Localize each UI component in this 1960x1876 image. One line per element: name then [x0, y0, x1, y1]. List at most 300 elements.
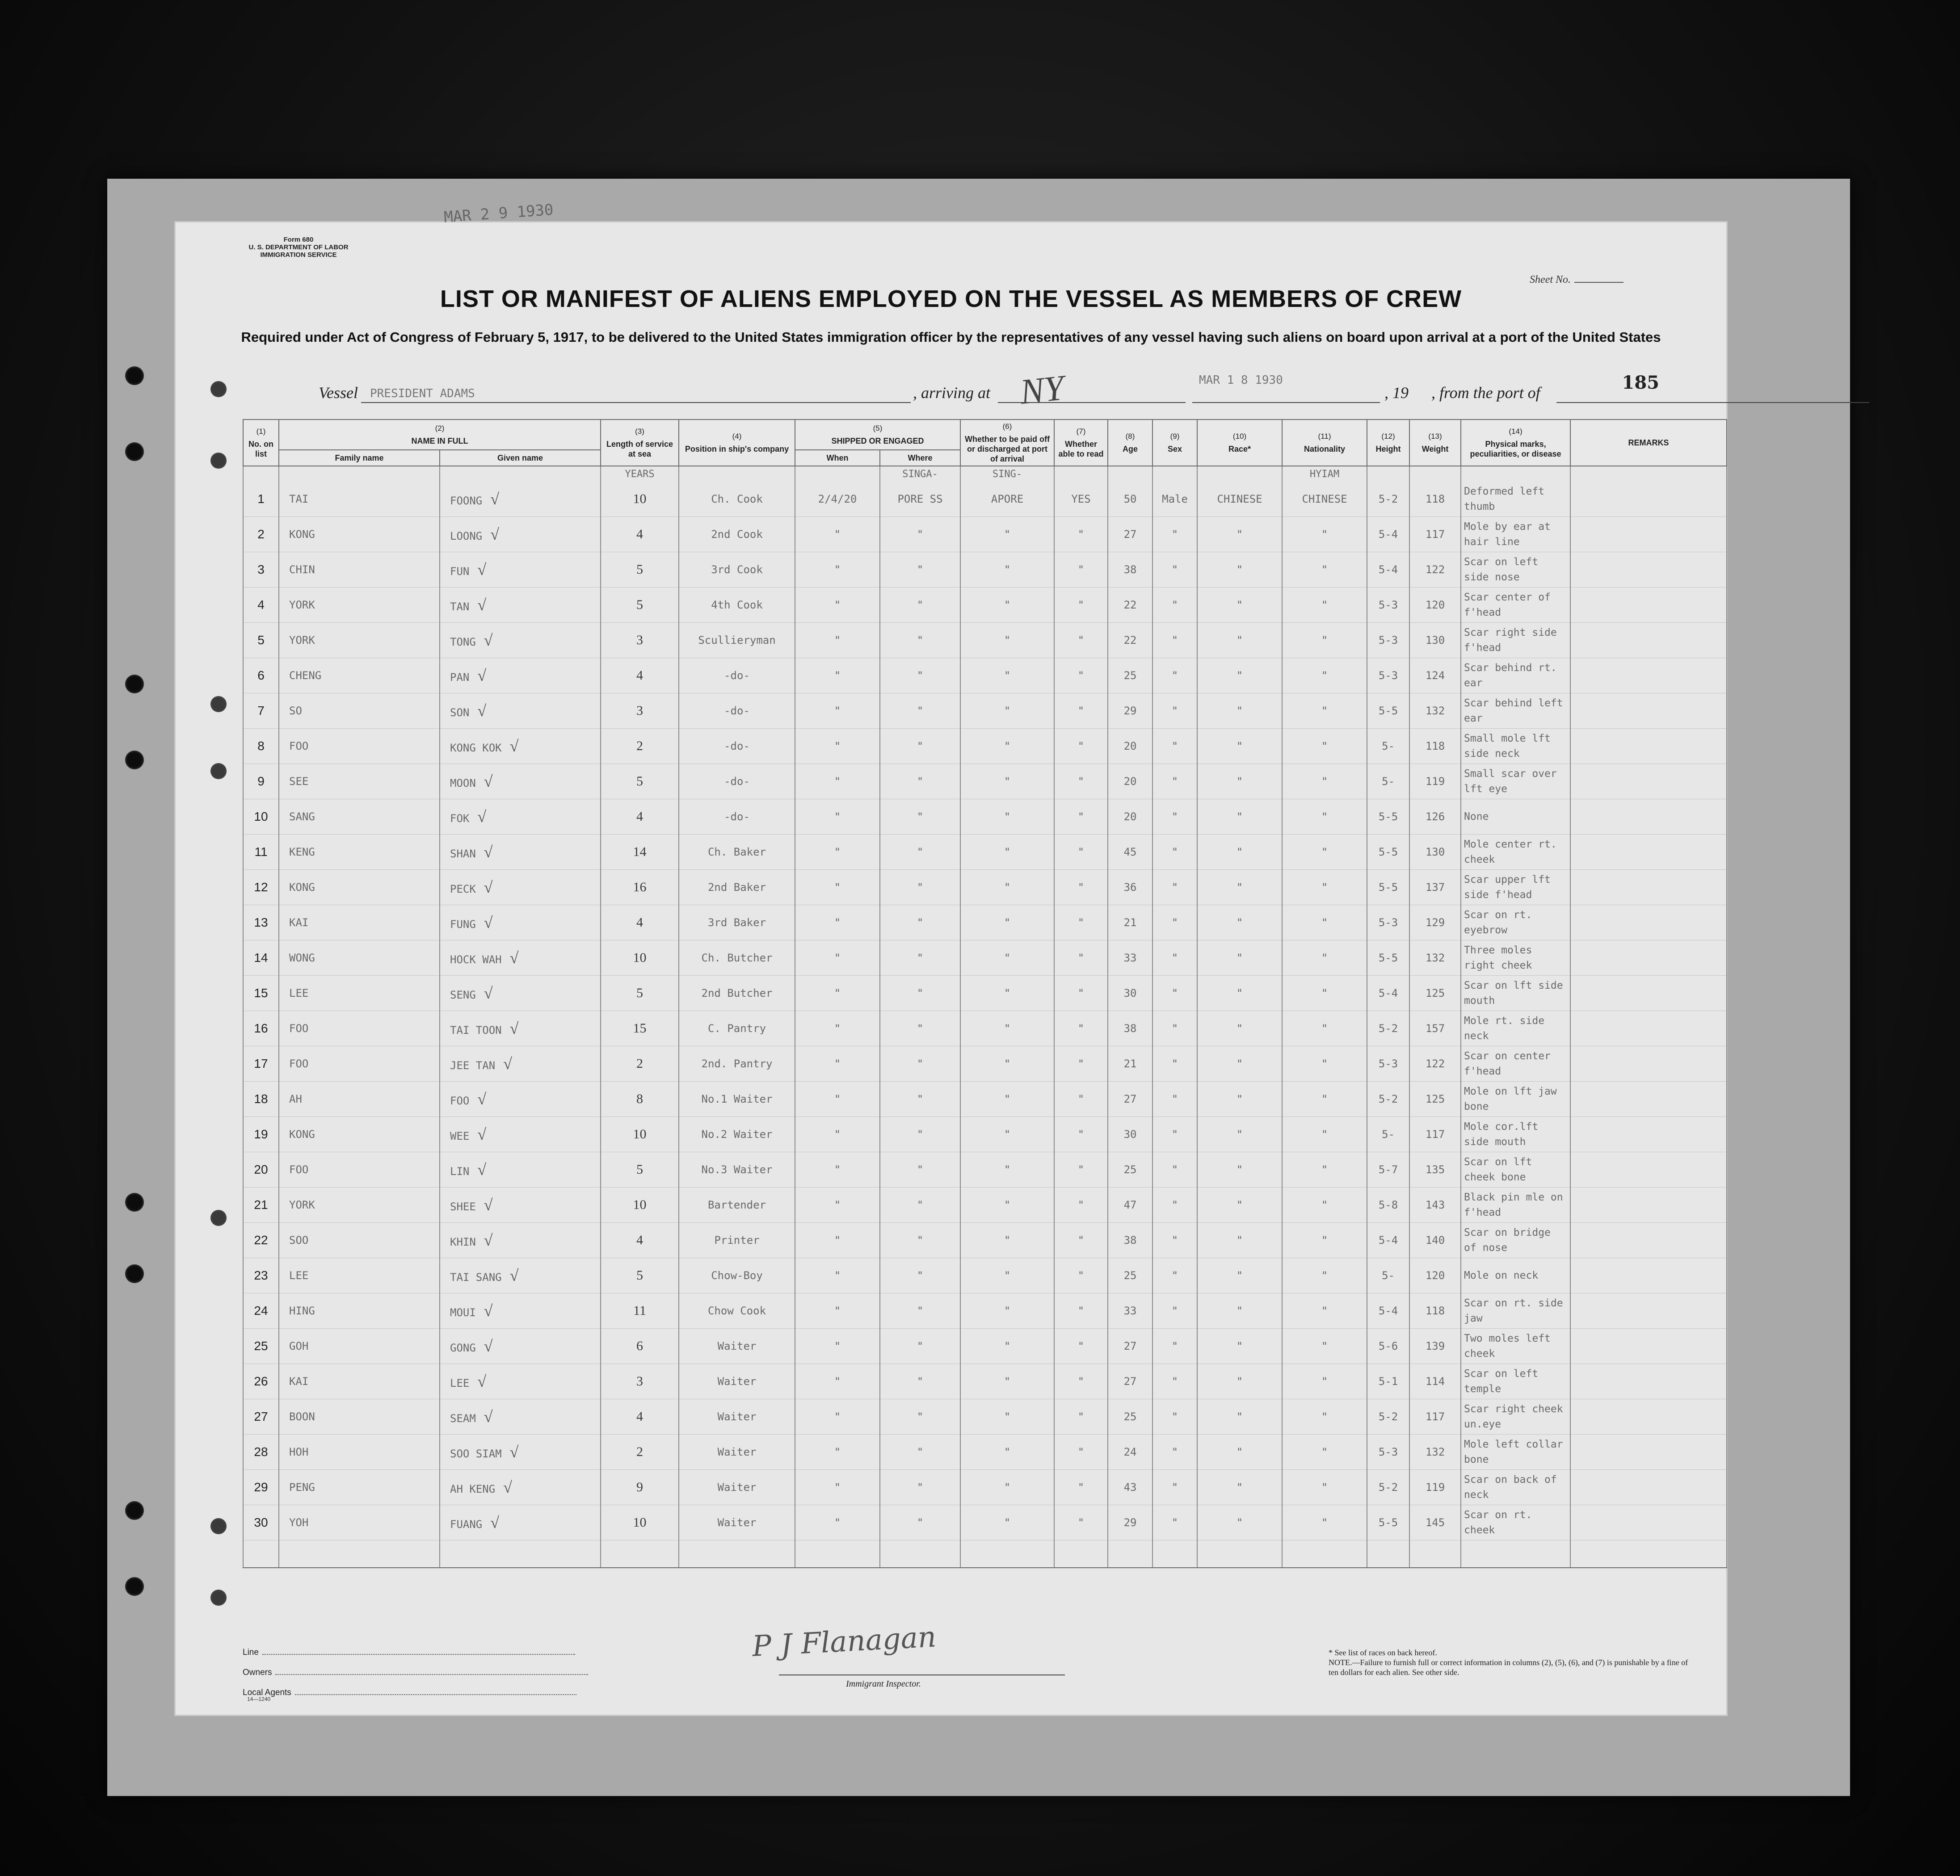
crew-table-body: [243, 466, 1727, 1568]
cell-sex: [1152, 1117, 1197, 1152]
cell-nationality: [1282, 693, 1367, 729]
service-years-text: 5: [636, 562, 644, 577]
cell-race: [1197, 976, 1282, 1011]
sex-text: ": [1171, 1516, 1178, 1529]
given-name-text: LIN: [450, 1165, 470, 1178]
cell-given-name: [440, 1117, 601, 1152]
cell-age: [1108, 1258, 1152, 1293]
paid-off-text: ": [1004, 1481, 1011, 1494]
cell-remarks: [1570, 1293, 1727, 1329]
cell-weight: [1409, 1258, 1461, 1293]
cell-sex: [1152, 1152, 1197, 1188]
cell-row-number: [243, 693, 279, 729]
cell-family-name: [279, 623, 440, 658]
cell-physical-marks: [1461, 552, 1570, 588]
family-name-text: SEE: [289, 775, 309, 788]
cell-physical-marks: [1461, 1470, 1570, 1505]
cell-sex: [1152, 835, 1197, 870]
height-text: 5-: [1382, 1128, 1395, 1141]
cell-shipped-when: [795, 552, 880, 588]
cell-physical-marks: [1461, 482, 1570, 517]
cell-weight: [1409, 835, 1461, 870]
cell-able-to-read: [1054, 976, 1108, 1011]
cell-sex: [1152, 729, 1197, 764]
given-name-text: JEE TAN: [450, 1059, 496, 1072]
sex-text: ": [1171, 810, 1178, 823]
position-text: 2nd Cook: [711, 528, 763, 541]
cell-weight: [1409, 1399, 1461, 1435]
service-years-text: 10: [633, 491, 647, 506]
cell-nationality: [1282, 940, 1367, 976]
cell-shipped-where: [880, 482, 960, 517]
height-text: 5-5: [1378, 1516, 1398, 1529]
agents-code: 14—1240: [247, 1696, 271, 1702]
height-text: 5-7: [1378, 1163, 1398, 1176]
cell-row-number: [243, 870, 279, 905]
family-name-text: YORK: [289, 1199, 315, 1211]
position-text: Waiter: [717, 1410, 757, 1423]
table-row: [243, 1293, 1727, 1329]
cell-paid-off: [960, 1082, 1054, 1117]
table-row: [243, 1046, 1727, 1082]
cell-age: [1108, 1188, 1152, 1223]
cell-age: [1108, 1399, 1152, 1435]
service-years-text: 10: [633, 950, 647, 965]
cell-given-name: [440, 764, 601, 799]
cell-physical-marks: [1461, 1152, 1570, 1188]
nationality-text: ": [1321, 881, 1328, 894]
cell-race: [1197, 729, 1282, 764]
cell-given-name: [440, 1293, 601, 1329]
nationality-text: ": [1321, 810, 1328, 823]
cell-position: [679, 1258, 795, 1293]
binder-hole: [125, 1193, 144, 1212]
position-text: Ch. Butcher: [701, 952, 773, 964]
cell-shipped-when: [795, 1152, 880, 1188]
cell-age: [1108, 870, 1152, 905]
position-text: Waiter: [717, 1481, 757, 1494]
sex-text: ": [1171, 528, 1178, 541]
cell-race: [1197, 1082, 1282, 1117]
table-row: [243, 1505, 1727, 1540]
cell-nationality: [1282, 1223, 1367, 1258]
weight-text: 139: [1425, 1340, 1445, 1352]
weight-text: 118: [1425, 1305, 1445, 1317]
cell-height: [1367, 764, 1409, 799]
weight-text: 157: [1425, 1022, 1445, 1035]
cell-nationality: [1282, 764, 1367, 799]
row-number-text: 17: [254, 1057, 268, 1070]
table-row: [243, 693, 1727, 729]
family-name-text: HING: [289, 1305, 315, 1317]
cell-shipped-when: [795, 905, 880, 940]
cell-service-years: [601, 623, 679, 658]
cell-height: [1367, 729, 1409, 764]
cell-height: [1367, 976, 1409, 1011]
given-name-text: SENG: [450, 989, 476, 1001]
cell-able-to-read: [1054, 1258, 1108, 1293]
cell-age: [1108, 1505, 1152, 1540]
cell-sex: [1152, 1329, 1197, 1364]
nationality-text: ": [1321, 916, 1328, 929]
nationality-text: ": [1321, 1234, 1328, 1246]
weight-text: 140: [1425, 1234, 1445, 1246]
service-years-text: 5: [636, 597, 644, 612]
cell-shipped-where: [880, 1435, 960, 1470]
cell-remarks: [1570, 1011, 1727, 1046]
cell-shipped-when: [795, 1117, 880, 1152]
family-name-text: YORK: [289, 599, 315, 611]
cell-paid-off: [960, 693, 1054, 729]
cell-height: [1367, 1364, 1409, 1399]
cell-nationality: [1282, 905, 1367, 940]
row-number-text: 9: [257, 774, 265, 788]
cell-remarks: [1570, 1188, 1727, 1223]
shipped-when-text: ": [834, 634, 841, 646]
cell-race: [1197, 799, 1282, 835]
cell-family-name: [279, 1046, 440, 1082]
able-to-read-text: ": [1077, 1446, 1085, 1458]
sex-text: ": [1171, 1022, 1178, 1035]
family-name-text: CHENG: [289, 669, 322, 682]
cell-height: [1367, 693, 1409, 729]
age-text: 36: [1123, 881, 1137, 894]
given-name-text: GONG: [450, 1342, 476, 1354]
cell-nationality: [1282, 870, 1367, 905]
cell-race: [1197, 1505, 1282, 1540]
cell-shipped-where: [880, 1046, 960, 1082]
cell-nationality: [1282, 588, 1367, 623]
binder-hole: [125, 366, 144, 385]
position-text: Chow-Boy: [711, 1269, 763, 1282]
shipped-where-text: ": [917, 599, 924, 611]
cell-shipped-when: [795, 764, 880, 799]
cell-physical-marks: [1461, 729, 1570, 764]
shipped-when-text: ": [834, 740, 841, 752]
cell-race: [1197, 1470, 1282, 1505]
paid-off-text: ": [1004, 599, 1011, 611]
cell-shipped-where: [880, 764, 960, 799]
physical-marks-text: Mole cor.lft side mouth: [1464, 1121, 1539, 1148]
cell-service-years: [601, 1046, 679, 1082]
cell-physical-marks: [1461, 1399, 1570, 1435]
row-number-text: 1: [257, 492, 265, 506]
cell-height: [1367, 799, 1409, 835]
race-text: ": [1236, 1234, 1243, 1246]
cell-able-to-read: [1054, 517, 1108, 552]
blank-cell: [679, 1540, 795, 1568]
cell-paid-off: [960, 870, 1054, 905]
cell-shipped-when: [795, 623, 880, 658]
cell-age: [1108, 1082, 1152, 1117]
cell-remarks: [1570, 1152, 1727, 1188]
cell-weight: [1409, 1082, 1461, 1117]
age-text: 38: [1123, 1234, 1137, 1246]
cell-able-to-read: [1054, 1223, 1108, 1258]
agents-field: Local Agents: [243, 1688, 576, 1698]
cell-family-name: [279, 482, 440, 517]
nationality-text: ": [1321, 740, 1328, 752]
position-text: Waiter: [717, 1446, 757, 1458]
cell-able-to-read: [1054, 1011, 1108, 1046]
sex-text: ": [1171, 775, 1178, 788]
cell-position: [679, 870, 795, 905]
crew-table-wrap: [243, 419, 1699, 1568]
cell-given-name: [440, 1011, 601, 1046]
cell-row-number: [243, 1152, 279, 1188]
cell-age: [1108, 517, 1152, 552]
shipped-where-text: ": [917, 775, 924, 788]
cell-age: [1108, 764, 1152, 799]
cell-shipped-when: [795, 517, 880, 552]
cell-physical-marks: [1461, 1011, 1570, 1046]
able-to-read-text: ": [1077, 1128, 1085, 1141]
cell-remarks: [1570, 1117, 1727, 1152]
able-to-read-text: ": [1077, 1234, 1085, 1246]
height-text: 5-3: [1378, 669, 1398, 682]
cell-remarks: [1570, 1399, 1727, 1435]
document-title: LIST OR MANIFEST OF ALIENS EMPLOYED ON THE VESSEL AS MEMBERS OF CREW: [440, 285, 1462, 312]
nationality-text: ": [1321, 1481, 1328, 1494]
weight-text: 120: [1425, 1269, 1445, 1282]
cell-shipped-when: [795, 1046, 880, 1082]
weight-text: 118: [1425, 493, 1445, 505]
row-number-text: 26: [254, 1374, 268, 1388]
race-text: ": [1236, 916, 1243, 929]
col-service: (3) Length of service at sea: [601, 420, 679, 466]
form-footer: [243, 1620, 1699, 1706]
service-years-text: 5: [636, 774, 644, 789]
cell-physical-marks: [1461, 517, 1570, 552]
cell-shipped-where: [880, 1223, 960, 1258]
row-number-text: 27: [254, 1410, 268, 1423]
cell-remarks: [1570, 658, 1727, 693]
cell-service-years: [601, 693, 679, 729]
shipped-when-text: ": [834, 705, 841, 717]
given-name-text: WEE: [450, 1130, 470, 1142]
cell-sex: [1152, 1011, 1197, 1046]
paid-off-text: APORE: [991, 493, 1024, 505]
weight-text: 143: [1425, 1199, 1445, 1211]
shipped-when-text: ": [834, 1093, 841, 1105]
document-subtitle: Required under Act of Congress of February 5, 1917, to be delivered to the United States immigration officer by the representatives of any vessel having such aliens on board upon arrival at a port of the United States: [241, 329, 1661, 345]
age-text: 29: [1123, 1516, 1137, 1529]
cell-remarks: [1570, 693, 1727, 729]
units-nationality: HYIAM: [1282, 466, 1367, 482]
cell-paid-off: [960, 552, 1054, 588]
height-text: 5-2: [1378, 493, 1398, 505]
cell-position: [679, 835, 795, 870]
cell-given-name: [440, 1223, 601, 1258]
shipped-when-text: ": [834, 1305, 841, 1317]
age-text: 29: [1123, 705, 1137, 717]
height-text: 5-8: [1378, 1199, 1398, 1211]
cell-shipped-where: [880, 1364, 960, 1399]
race-text: ": [1236, 634, 1243, 646]
nationality-text: ": [1321, 775, 1328, 788]
cell-family-name: [279, 1082, 440, 1117]
cell-shipped-when: [795, 799, 880, 835]
nationality-text: ": [1321, 1199, 1328, 1211]
weight-text: 118: [1425, 740, 1445, 752]
cell-given-name: [440, 940, 601, 976]
cell-given-name: [440, 976, 601, 1011]
given-name-text: FUN: [450, 565, 470, 578]
cell-family-name: [279, 1435, 440, 1470]
cell-race: [1197, 1364, 1282, 1399]
cell-family-name: [279, 1117, 440, 1152]
cell-height: [1367, 1223, 1409, 1258]
able-to-read-text: ": [1077, 705, 1085, 717]
shipped-when-text: ": [834, 1269, 841, 1282]
cell-age: [1108, 1329, 1152, 1364]
cell-shipped-where: [880, 1117, 960, 1152]
cell-nationality: [1282, 729, 1367, 764]
height-text: 5-: [1382, 775, 1395, 788]
cell-race: [1197, 940, 1282, 976]
service-years-text: 3: [636, 1374, 644, 1389]
shipped-where-text: ": [917, 1410, 924, 1423]
shipped-where-text: ": [917, 1128, 924, 1141]
cell-family-name: [279, 1223, 440, 1258]
blank-cell: [795, 1540, 880, 1568]
cell-service-years: [601, 1435, 679, 1470]
shipped-where-text: ": [917, 1163, 924, 1176]
cell-position: [679, 729, 795, 764]
able-to-read-text: ": [1077, 528, 1085, 541]
shipped-when-text: ": [834, 563, 841, 576]
position-text: 2nd Baker: [707, 881, 766, 894]
form-number-block: [225, 236, 372, 259]
cell-given-name: [440, 729, 601, 764]
cell-weight: [1409, 1223, 1461, 1258]
cell-paid-off: [960, 1505, 1054, 1540]
cell-height: [1367, 905, 1409, 940]
table-row: [243, 623, 1727, 658]
cell-shipped-where: [880, 693, 960, 729]
cell-weight: [1409, 623, 1461, 658]
cell-weight: [1409, 552, 1461, 588]
shipped-where-text: ": [917, 1269, 924, 1282]
able-to-read-text: ": [1077, 1058, 1085, 1070]
family-name-text: FOO: [289, 1058, 309, 1070]
check-mark-icon: √: [477, 1125, 487, 1143]
age-text: 47: [1123, 1199, 1137, 1211]
service-years-text: 16: [633, 880, 647, 894]
shipped-where-text: ": [917, 1446, 924, 1458]
paid-off-text: ": [1004, 563, 1011, 576]
cell-service-years: [601, 1470, 679, 1505]
date-underline: [1192, 402, 1380, 403]
cell-row-number: [243, 1188, 279, 1223]
table-row: [243, 1152, 1727, 1188]
given-name-text: MOON: [450, 777, 476, 789]
age-text: 20: [1123, 740, 1137, 752]
weight-text: 117: [1425, 1410, 1445, 1423]
able-to-read-text: ": [1077, 740, 1085, 752]
received-stamp: MAR 2 9 1930: [443, 201, 554, 227]
able-to-read-text: ": [1077, 1269, 1085, 1282]
shipped-where-text: ": [917, 846, 924, 858]
service-years-text: 4: [636, 809, 644, 824]
vessel-underline: [361, 402, 911, 403]
cell-row-number: [243, 517, 279, 552]
weight-text: 125: [1425, 987, 1445, 999]
table-row: [243, 482, 1727, 517]
cell-family-name: [279, 764, 440, 799]
shipped-when-text: ": [834, 1375, 841, 1388]
cell-service-years: [601, 1329, 679, 1364]
cell-weight: [1409, 1435, 1461, 1470]
cell-paid-off: [960, 588, 1054, 623]
shipped-where-text: ": [917, 1199, 924, 1211]
nationality-text: CHINESE: [1302, 493, 1347, 505]
able-to-read-text: ": [1077, 1163, 1085, 1176]
service-years-text: 9: [636, 1480, 644, 1494]
cell-row-number: [243, 1258, 279, 1293]
able-to-read-text: ": [1077, 1375, 1085, 1388]
cell-position: [679, 1152, 795, 1188]
cell-age: [1108, 940, 1152, 976]
weight-text: 117: [1425, 1128, 1445, 1141]
given-name-text: FOONG: [450, 495, 483, 507]
cell-height: [1367, 1293, 1409, 1329]
physical-marks-text: Scar on rt. eyebrow: [1464, 909, 1532, 936]
height-text: 5-4: [1378, 563, 1398, 576]
check-mark-icon: √: [484, 914, 493, 932]
cell-paid-off: [960, 1329, 1054, 1364]
cell-race: [1197, 1293, 1282, 1329]
physical-marks-text: Black pin mle on f'head: [1464, 1192, 1563, 1218]
service-years-text: 2: [636, 1056, 644, 1071]
able-to-read-text: ": [1077, 987, 1085, 999]
shipped-where-text: ": [917, 740, 924, 752]
able-to-read-text: ": [1077, 916, 1085, 929]
cell-position: [679, 764, 795, 799]
cell-remarks: [1570, 1046, 1727, 1082]
cell-shipped-when: [795, 729, 880, 764]
check-mark-icon: √: [490, 490, 500, 508]
binder-hole: [210, 1518, 227, 1534]
note-races: * See list of races on back hereof.: [1329, 1648, 1437, 1657]
position-text: Printer: [714, 1234, 760, 1246]
weight-text: 137: [1425, 881, 1445, 894]
sex-text: ": [1171, 881, 1178, 894]
cell-age: [1108, 729, 1152, 764]
binder-hole: [210, 1590, 227, 1606]
cell-paid-off: [960, 799, 1054, 835]
cell-paid-off: [960, 764, 1054, 799]
cell-shipped-where: [880, 1152, 960, 1188]
physical-marks-text: Scar right side f'head: [1464, 627, 1557, 654]
position-text: Ch. Baker: [707, 846, 766, 858]
shipped-where-text: ": [917, 1234, 924, 1246]
cell-able-to-read: [1054, 623, 1108, 658]
check-mark-icon: √: [477, 1372, 487, 1390]
cell-shipped-where: [880, 623, 960, 658]
cell-height: [1367, 1011, 1409, 1046]
cell-given-name: [440, 517, 601, 552]
able-to-read-text: ": [1077, 563, 1085, 576]
sex-text: ": [1171, 563, 1178, 576]
col-position: (4) Position in ship's company: [679, 420, 795, 466]
cell-paid-off: [960, 1152, 1054, 1188]
cell-position: [679, 905, 795, 940]
cell-row-number: [243, 1223, 279, 1258]
row-number-text: 19: [254, 1127, 268, 1141]
cell-row-number: [243, 905, 279, 940]
physical-marks-text: Small mole lft side neck: [1464, 733, 1551, 760]
